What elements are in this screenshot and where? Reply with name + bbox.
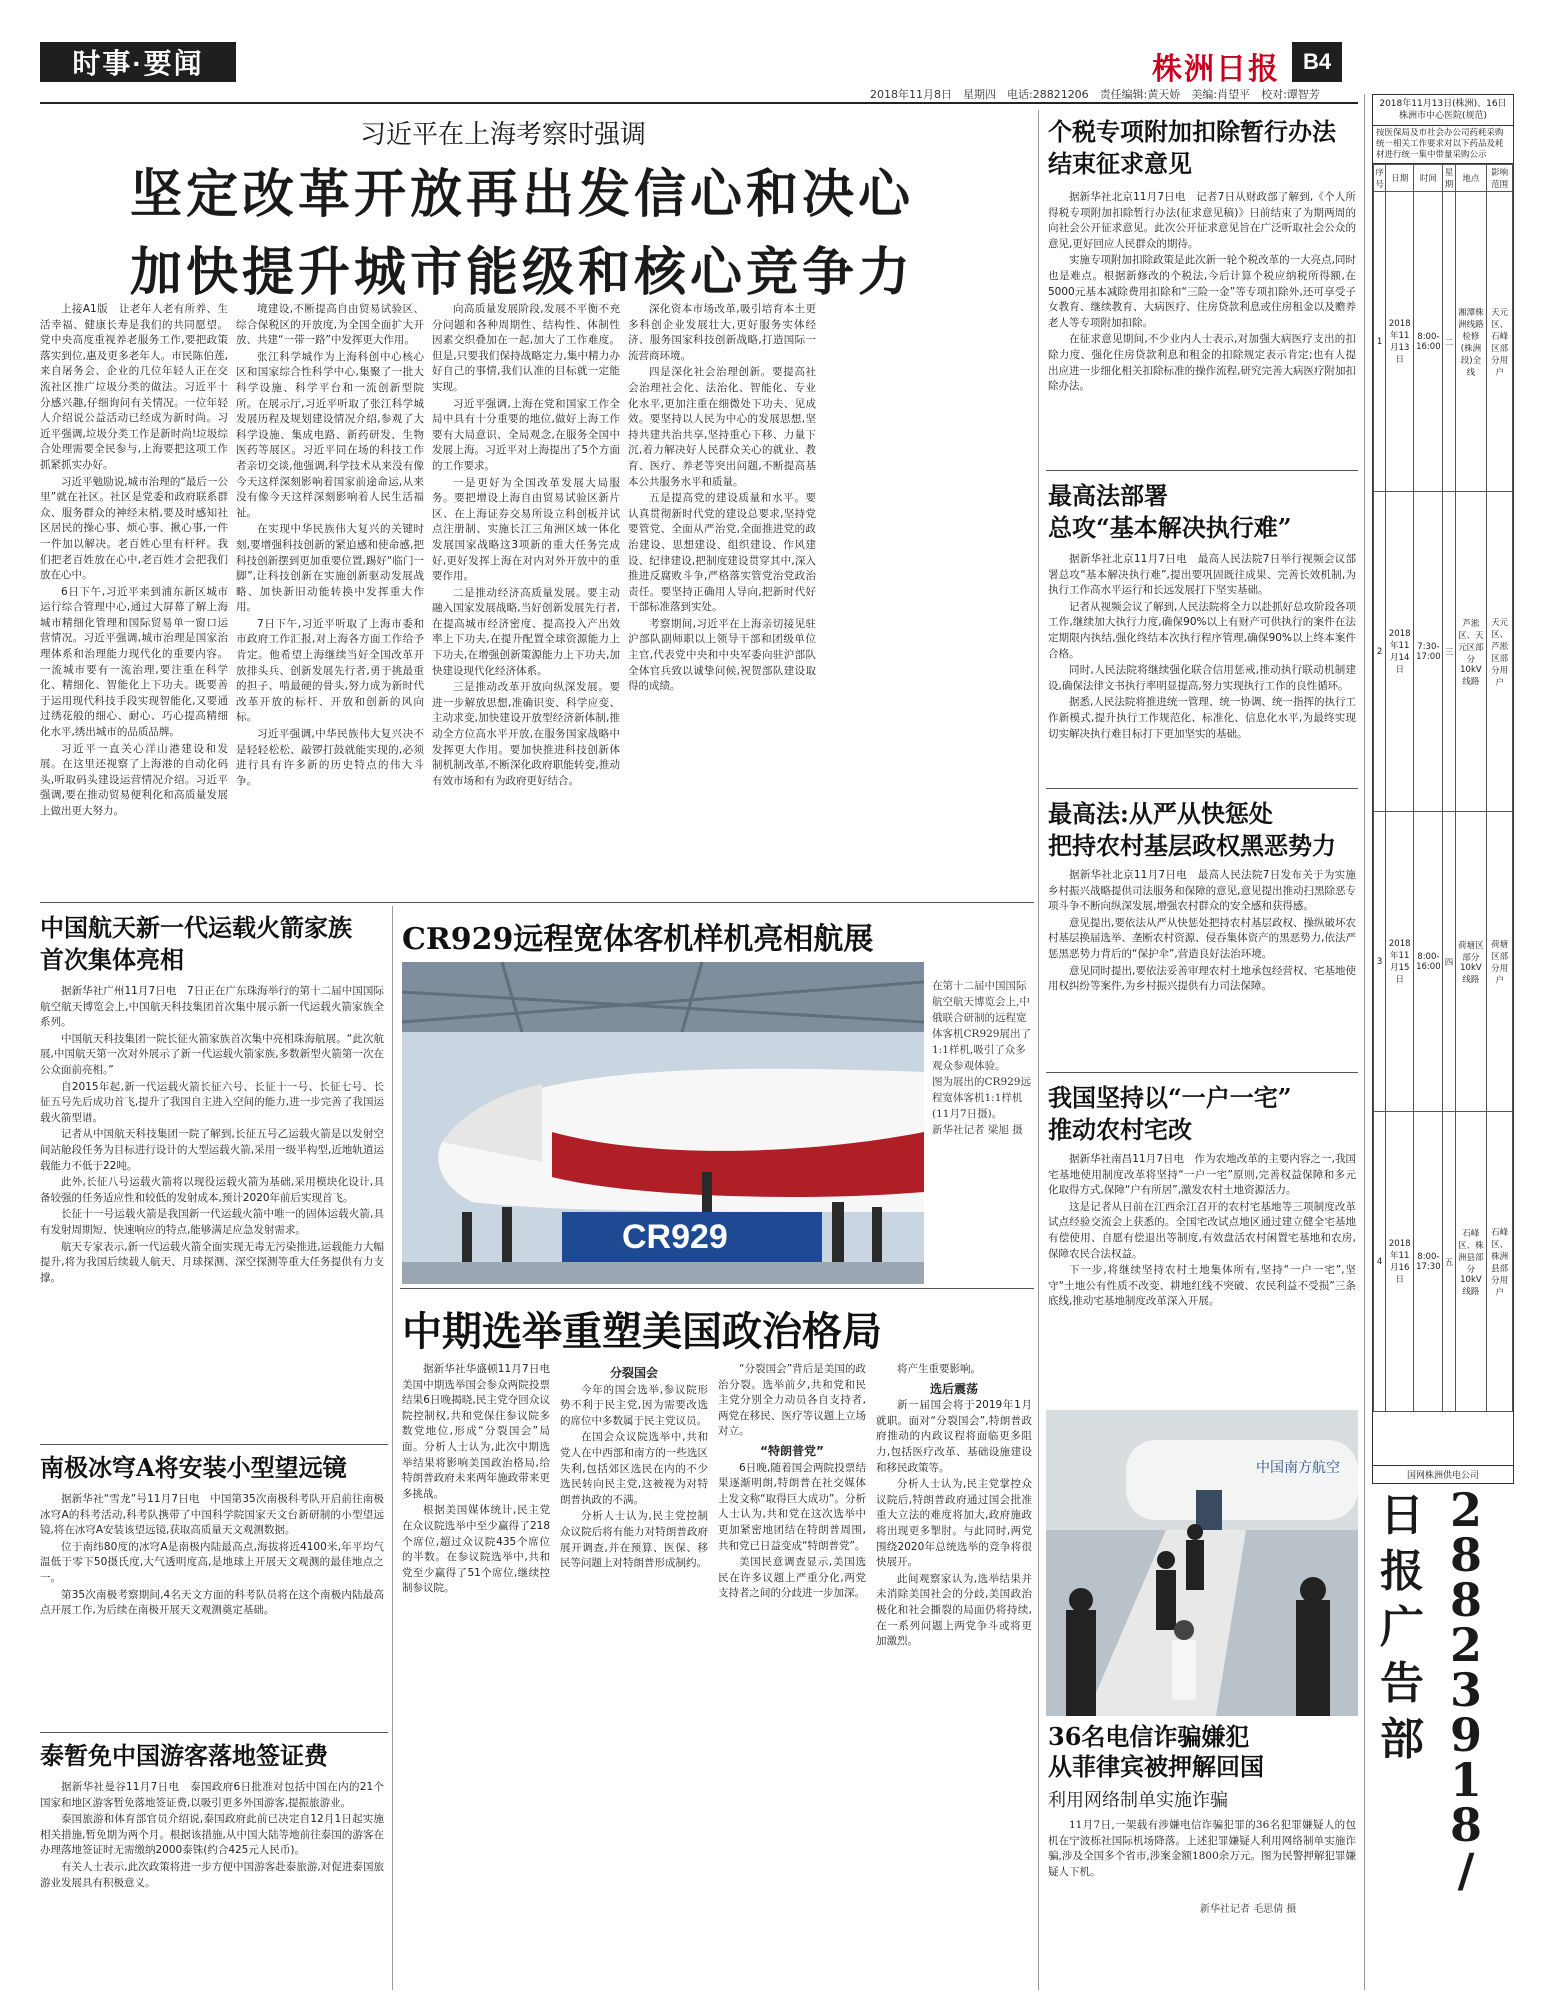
divider [1046,788,1358,789]
fraud-subtitle: 利用网络制单实施诈骗 [1048,1790,1228,1811]
thailand-p1: 据新华社曼谷11月7日电 泰国政府6日批准对包括中国在内的21个国家和地区游客暂免落地签证费,以吸引更多外国游客,提振旅游业。 [40,1781,384,1809]
cr929-photo [402,962,924,1284]
ad-digit: 9 [1449,1708,1482,1762]
court-body [1048,552,1356,780]
lead-c1-p2: 习近平勉励说,城市治理的“最后一公里”就在社区。社区是党委和政府联系群众、服务群众的神经末梢,要及时感知社区居民的操心事、烦心事、揪心事,一件一件加以解决。老百姓心里有杆秤。我们把老百姓放在心中,老百姓才会把我们放在心中。 [40,475,228,582]
space-title-line2: 首次集体亮相 [40,945,184,974]
antarctica-p1: 据新华社“雪龙”号11月7日电 中国第35次南极科考队开启前往南极冰穹A的科考活动,科考队携带了中国科学院国家天文台新研制的小型望远镜,将在冰穹A安装该望远镜,获取高质量天文观测数据。 [40,1493,384,1537]
schedule-cell: 芦淞区、天元区部分10kV线路 [1455,492,1487,812]
housing-p2: 这是记者从日前在江西余江召开的农村宅基地等三项制度改革试点经验交流会上获悉的。全国宅改试点地区通过建立健全宅基地有偿使用、自愿有偿退出等制度,有效盘活农村闲置宅基地和农房,保障农民合法权益。 [1048,1200,1356,1260]
midterm-c2-p2: 在国会众议院选举中,共和党人在中西部和南方的一些选区失利,包括郊区选民在内的不少选民转向民主党,这被视为对特朗普执政的不满。 [560,1431,708,1506]
lead-headline-line1: 坚定改革开放再出发信心和决心 [130,164,915,225]
midterm-subhead: “特朗普党” [760,1443,824,1458]
midterm-c2-p1: 今年的国会选举,参议院形势不利于民主党,因为需要改选的席位中多数属于民主党议员。 [560,1383,708,1427]
midterm-column-3 [718,1362,866,1982]
schedule-cell: 8:00-17:30 [1414,1112,1443,1412]
midterm-c3-p1: “分裂国会”背后是美国的政治分裂。选举前夕,共和党和民主党分别全力动员各自支持者,两党在移民、医疗等议题上立场对立。 [718,1363,866,1438]
lead-c2-p2: 张江科学城作为上海科创中心核心区和国家综合性科学中心,集聚了一批大科学设施、科学平台和一流创新型院所。在展示厅,习近平听取了张江科学城发展历程及规划建设情况介绍,参观了大科学设施、集成电路、新药研发、生物医药等展区。习近平同在场的科技工作者亲切交谈,他强调,科学技术从来没有像今天这样深刻影响着国家前途命运,从来没有像今天这样深刻影响着人民生活福祉。 [236,350,424,519]
tax-title [1048,116,1358,180]
schedule-cell: 2 [1374,492,1386,812]
midterm-c4-p3: 分析人士认为,民主党掌控众议院后,特朗普政府通过国会批准重大立法的难度将加大,政府施政将出现更多掣肘。与此同时,两党围绕2020年总统选举的竞争将很快展开。 [876,1478,1032,1569]
tax-p3: 在征求意见期间,不少业内人士表示,对加强大病医疗支出的扣除力度、强化住房贷款利息和租金的扣除规定表示肯定;也有人提出应进一步细化相关扣除标准的操作流程,研究完善大病医疗附加扣除办法。 [1048,333,1356,393]
ad-digit: 1 [1449,1753,1482,1807]
midterm-column-4 [876,1362,1032,1982]
lead-c1-p1: 上接A1版 让老年人老有所养、生活幸福、健康长寿是我们的共同愿望。党中央高度重视养老服务工作,要把政策落实到位,惠及更多老年人。市民陈伯莲,来自屠务会、企业的几位年轻人正在交流社区推广垃圾分类的做法。习近平十分感兴趣,仔细询问有关情况。一位年轻人介绍说公益活动已经成为新时尚。习近平强调,垃圾分类工作是新时尚!垃圾综合处理需要全民参与,上海要把这项工作抓紧抓实办好。 [40,303,228,471]
ad-digit: 8 [1449,1798,1482,1852]
tax-title-line1: 个税专项附加扣除暂行办法 [1048,117,1336,146]
schedule-cell: 荷塘区部分10kV线路 [1455,812,1487,1112]
lead-c3-p1: 向高质量发展阶段,发展不平衡不充分问题和各种周期性、结构性、体制性因素交织叠加在一起,加大了工作难度。但是,只要我们保持战略定力,集中精力办好自己的事情,我们认准的目标就一定能实现。 [432,303,620,393]
housing-body [1048,1152,1356,1402]
lead-c2-p3: 在实现中华民族伟大复兴的关键时刻,要增强科技创新的紧迫感和使命感,把科技创新摆到更加重要位置,踢好“临门一脚”,让科技创新在实施创新驱动发展战略、加快新旧动能转换中发挥重大作用。 [236,523,424,614]
antarctica-p3: 第35次南极考察期间,4名天文方面的科考队员将在这个南极内陆最高点开展工作,为后续在南极开展天文观测奠定基础。 [40,1588,384,1617]
midterm-c4-p1: 将产生重要影响。 [897,1363,981,1375]
lead-c2-p4: 7日下午,习近平听取了上海市委和市政府工作汇报,对上海各方面工作给予肯定。他希望上海继续当好全国改革开放排头兵、创新发展先行者,勇于挑最重的担子、啃最硬的骨头,努力成为新时代改革开放的标杆、开放和创新的风向标。 [236,617,424,724]
schedule-cell: 8:00-16:00 [1414,812,1443,1112]
left-column-divider [392,906,393,1990]
plane-livery-text: 中国南方航空 [1256,1460,1340,1476]
lead-c4-p1: 深化资本市场改革,吸引培育本土更多科创企业发展壮大,更好服务实体经济、服务国家科技创新战略,打造国际一流营商环境。 [628,303,816,362]
schedule-cell: 2018年11月15日 [1386,812,1414,1112]
ad-char: 广 [1380,1602,1424,1653]
ad-char: 日 [1380,1490,1424,1541]
fraud-title-line2: 从菲律宾被押解回国 [1048,1752,1264,1781]
right-column-divider [1038,110,1039,1990]
space-p4: 记者从中国航天科技集团一院了解到,长征五号乙运载火箭是以发射空间站舱段任务为目标进行设计的大型运载火箭,采用一级半构型,近地轨道运载能力不低于22吨。 [40,1128,384,1172]
schedule-cell: 湘潭株洲线路检修(株洲段)全线 [1455,192,1487,492]
midterm-c4-p4: 此间观察家认为,选举结果并未消除美国社会的分歧,美国政治极化和社会撕裂的局面仍将持续,在一系列问题上两党争斗或将更加激烈。 [876,1572,1032,1648]
airplane-stairs-image [1046,1410,1358,1716]
schedule-column-divider [1364,94,1365,1990]
cr929-logo-text: CR929 [622,1218,728,1256]
court2-p1: 据新华社北京11月7日电 最高人民法院7日发布关于为实施乡村振兴战略提供司法服务和保障的意见,意见提出推动扫黑除恶专项斗争不断向纵深发展,增强农村群众的安全感和获得感。 [1048,869,1356,913]
midterm-column-1 [402,1362,561,1982]
lead-column-3 [432,302,620,894]
midterm-column-2 [560,1362,708,1982]
antarctica-p2: 位于南纬80度的冰穹A是南极内陆最高点,海拔将近4100米,年平均气温低于零下50摄氏度,大气透明度高,是地球上开展天文观测的最佳地点之一。 [40,1540,384,1584]
space-p2: 中国航天科技集团一院长征火箭家族首次集中亮相珠海航展。“此次航展,中国航天第一次对外展示了新一代运载火箭家族,多数新型火箭第一次在公众面前亮相。” [40,1032,384,1076]
midterm-c4-p2: 新一届国会将于2019年1月就职。面对“分裂国会”,特朗普政府推动的内政议程将面临更多阻力,包括医疗改革、基础设施建设和移民政策等。 [876,1399,1032,1474]
thailand-p3: 有关人士表示,此次政策将进一步方便中国游客赴泰旅游,对促进泰国旅游业发展具有积极意义。 [40,1860,384,1889]
schedule-cell: 8:00-16:00 [1414,192,1443,492]
ad-char: 告 [1380,1658,1424,1709]
fraud-photo-credit: 新华社记者 毛思倩 摄 [1200,1904,1297,1915]
thailand-p2: 泰国旅游和体育部官员介绍说,泰国政府此前已决定自12月1日起实施相关措施,暂免期为两个月。根据该措施,从中国大陆等地前往泰国的游客在办理落地签证时无需缴纳2000泰铢(约合425元人民币)。 [40,1813,384,1857]
lead-c4-p3: 五是提高党的建设质量和水平。要认真贯彻新时代党的建设总要求,坚持党要管党、全面从严治党,全面推进党的政治建设、思想建设、组织建设、作风建设、纪律建设,把制度建设贯穿其中,深入推进反腐败斗争,严格落实管党治党政治责任。要坚持正确用人导向,把新时代好干部标准落到实处。 [628,492,816,614]
fraud-caption-text: 11月7日,一架载有涉嫌电信诈骗犯罪的36名犯罪嫌疑人的包机在宁波栎社国际机场降落。上述犯罪嫌疑人利用网络制单实施诈骗,涉及全国多个省市,涉案金额1800余万元。图为民警押解犯罪嫌疑人下机。 [1048,1819,1356,1878]
lead-c3-p4: 二是推动经济高质量发展。要主动融入国家发展战略,当好创新发展先行者,在提高城市经济密度、提高投入产出效率上下功夫,在提升配置全球资源能力上下功夫,在增强创新策源能力上下功夫,加快建设现代化经济体系。 [432,586,620,677]
ad-digit: 3 [1449,1663,1482,1717]
divider [1046,470,1358,471]
ad-digit: 8 [1449,1573,1482,1627]
midterm-c1-p2: 根据美国媒体统计,民主党在众议院选举中至少赢得了218个席位,超过众议院435个席位的半数。在参议院选举中,共和党至少赢得了51个席位,继续控制参议院。 [402,1504,550,1595]
schedule-cell: 四 [1443,812,1455,1112]
top-rule [40,102,1358,104]
space-title [40,912,380,976]
schedule-col-time: 时间 [1414,165,1443,192]
schedule-cell: 石峰区、株洲县部分10kV线路 [1455,1112,1487,1412]
table-row [1374,192,1513,492]
table-row [1374,812,1513,1112]
schedule-cell: 4 [1374,1112,1386,1412]
lead-column-1 [40,302,228,894]
fraud-title [1048,1722,1358,1782]
schedule-col-day: 星期 [1443,165,1455,192]
schedule-cell: 二 [1443,192,1455,492]
space-p5: 此外,长征八号运载火箭将以现役运载火箭为基础,采用模块化设计,具备较强的任务适应性和较低的发射成本,预计2020年前后实现首飞。 [40,1176,384,1204]
court-p3: 同时,人民法院将继续强化联合信用惩戒,推动执行联动机制建设,确保法律文书执行率明显提高,努力实现执行工作的良性循环。 [1048,664,1356,692]
lead-c3-p2: 习近平强调,上海在党和国家工作全局中具有十分重要的地位,做好上海工作要有大局意识、全局观念,在服务全国中发展上海。习近平对上海提出了5个方面的工作要求。 [432,397,620,472]
ad-digit: 2 [1449,1483,1482,1537]
thailand-body [40,1780,384,1980]
tax-title-line2: 结束征求意见 [1048,149,1192,178]
midterm-c3-p2: 6日晚,随着国会两院投票结果逐渐明朗,特朗普在社交媒体上发文称“取得巨大成功”。分析人士认为,共和党在这次选举中更加紧密地团结在特朗普周围,共和党已日益变成“特朗普党”。 [718,1461,866,1552]
aircraft-mockup-image [402,962,924,1284]
schedule-cell: 天元区、石峰区部分用户 [1487,192,1513,492]
lead-kicker: 习近平在上海考察时强调 [360,120,647,150]
divider [40,1732,388,1733]
schedule-cell: 2018年11月16日 [1386,1112,1414,1412]
table-row [1374,492,1513,812]
court2-p3: 意见同时提出,要依法妥善审理农村土地承包经营权、宅基地使用权纠纷等案件,为乡村振兴提供有力司法保障。 [1048,964,1356,993]
space-p7: 航天专家表示,新一代运载火箭全面实现无毒无污染推进,运载能力大幅提升,将为我国后续载人航天、月球探测、深空探测等重大任务提供有力支撑。 [40,1240,384,1284]
court-title [1048,480,1358,544]
masthead [40,42,1358,87]
schedule-col-date: 日期 [1386,165,1414,192]
midterm-c1-p1: 据新华社华盛顿11月7日电 美国中期选举国会参众两院投票结果6日晚揭晓,民主党夺回众议院控制权,共和党保住参议院多数党地位,形成“分裂国会”局面。分析人士认为,此次中期选举结果将影响美国政治格局,给特朗普政府未来两年施政带来更多挑战。 [402,1363,561,1500]
tax-p2: 实施专项附加扣除政策是此次新一轮个税改革的一大亮点,同时也是难点。根据新修改的个税法,今后计算个税应纳税所得额,在5000元基本减除费用扣除和“三险一金”等专项扣除外,还可享受子女教育、继续教育、大病医疗、住房贷款利息或住房租金以及赡养老人等专项附加扣除。 [1048,254,1356,329]
schedule-col-place: 地点 [1455,165,1487,192]
court-p4: 据悉,人民法院将推进统一管理、统一协调、统一指挥的执行工作新模式,提升执行工作规范化、标准化、信息化水平,为最终实现切实解决执行难目标打下更加坚实的基础。 [1048,696,1356,740]
court-title-line2: 总攻“基本解决执行难” [1048,513,1292,542]
schedule-col-area: 影响范围 [1487,165,1513,192]
court2-body [1048,868,1356,1064]
housing-title-line2: 推动农村宅改 [1048,1115,1192,1144]
schedule-table [1373,164,1513,1412]
schedule-cell: 三 [1443,492,1455,812]
divider [40,902,1034,903]
schedule-cell: 1 [1374,192,1386,492]
space-body [40,984,384,1436]
ad-char: 报 [1380,1546,1424,1597]
ad-phone-number [1436,1483,1496,1897]
schedule-title: 2018年11月13日(株洲)、16日株洲市中心医院(规范) [1373,95,1513,126]
schedule-cell: 荷塘区部分用户 [1487,812,1513,1112]
court-title-line1: 最高法部署 [1048,481,1168,510]
court-p1: 据新华社北京11月7日电 最高人民法院7日举行视频会议部署总攻“基本解决执行难”,提出要巩固既往成果、完善长效机制,为执行工作高水平运行和长远发展打下坚实基础。 [1048,553,1356,597]
space-title-line1: 中国航天新一代运载火箭家族 [40,913,352,942]
ad-digit: 8 [1449,1528,1482,1582]
schedule-cell: 石峰区、株洲县部分用户 [1487,1112,1513,1412]
lead-c1-p4: 习近平一直关心洋山港建设和发展。在这里还视察了上海港的自动化码头,听取码头建设运营情况介绍。习近平强调,要在推动贸易便利化和高质量发展上做出更大努力。 [40,742,228,817]
schedule-cell: 天元区、芦淞区部分用户 [1487,492,1513,812]
schedule-cell: 2018年11月13日 [1386,192,1414,492]
midterm-subhead: 选后震荡 [929,1381,978,1396]
housing-p1: 据新华社南昌11月7日电 作为农地改革的主要内容之一,我国宅基地使用制度改革将坚持“一户一宅”原则,完善权益保障和多元化取得方式,保障“户有所居”,激发农村土地资源活力。 [1048,1153,1356,1197]
tax-p1: 据新华社北京11月7日电 记者7日从财政部了解到,《个人所得税专项附加扣除暂行办法(征求意见稿)》日前结束了为期两周的向社会公开征求意见。此次公开征求意见旨在广泛听取社会公众的意见,更好回应人民群众的期待。 [1048,191,1356,250]
fraud-suspects-photo [1046,1410,1358,1716]
lead-c4-p2: 四是深化社会治理创新。要提高社会治理社会化、法治化、智能化、专业化水平,更加注重在细微处下功夫、见成效。要坚持以人民为中心的发展思想,坚持共建共治共享,坚持重心下移、力量下沉,着力解决好人民群众关心的就业、教育、医疗、养老等突出问题,不断提高基本公共服务水平和质量。 [628,366,816,488]
tax-body [1048,190,1356,450]
ad-char: 部 [1380,1714,1424,1765]
lead-c3-p5: 三是推动改革开放向纵深发展。要进一步解放思想,准确识变、科学应变、主动求变,加快建设开放型经济新体制,推动全方位高水平开放,在服务国家战略中发挥更大作用。要加快推进科技创新体制机制改革,不断深化政府职能转变,推动有效市场和有为政府更好结合。 [432,681,620,787]
schedule-cell: 7:30-17:00 [1414,492,1443,812]
newspaper-brand-logo: 株洲日报 [1152,52,1280,87]
page-number: B4 [1292,42,1342,82]
lead-c3-p3: 一是更好为全国改革发展大局服务。要把增设上海自由贸易试验区新片区、在上海证券交易所设立科创板并试点注册制、实施长江三角洲区域一体化发展国家战略这3项新的重大任务完成好,更好发挥上海在对内对外开放中的重要作用。 [432,476,620,583]
schedule-note: 按医保局及市社会办公司药耗采购统一相关工作要求对以下药品及耗材进行统一集中带量采购公示 [1373,126,1513,164]
divider [40,1444,388,1445]
divider [1046,1072,1358,1073]
court2-p2: 意见提出,要依法从严从快惩处把持农村基层政权、操纵破坏农村基层换届选举、垄断农村资源、侵吞集体资产的黑恶势力,依法严惩黑恶势力背后的“保护伞”,营造良好法治环境。 [1048,916,1356,960]
midterm-c2-p3: 分析人士认为,民主党控制众议院后将有能力对特朗普政府展开调查,并在预算、医保、移民等问题上对特朗普形成制约。 [560,1510,708,1570]
cr929-caption: 在第十二届中国国际航空航天博览会上,中俄联合研制的远程宽体客机CR929展出了1:1样机,吸引了众多观众参观体验。 图为展出的CR929远程宽体客机1:1样机(11月7日摄)。 新华社记者 梁旭 摄 [932,980,1031,1136]
schedule-header-row [1374,165,1513,192]
court-p2: 记者从视频会议了解到,人民法院将全力以赴抓好总攻阶段各项工作,继续加大执行力度,确保90%以上有财产可供执行的案件在法定期限内执结,强化终结本次执行程序管理,确保90%以上终本案件合格。 [1048,600,1356,660]
space-p6: 长征十一号运载火箭是我国新一代运载火箭中唯一的固体运载火箭,具有发射周期短、快速响应的特点,能够满足应急发射需求。 [40,1208,384,1236]
thailand-title: 泰暂免中国游客落地签证费 [40,1741,328,1770]
fraud-caption [1048,1818,1356,1890]
court2-title-line1: 最高法:从严从快惩处 [1048,799,1273,828]
schedule-cell: 五 [1443,1112,1455,1412]
midterm-subhead: 分裂国会 [609,1366,658,1380]
lead-c1-p3: 6日下午,习近平来到浦东新区城市运行综合管理中心,通过大屏幕了解上海城市精细化管理和国际贸易单一窗口运营情况。习近平强调,城市治理是国家治理体系和治理能力现代化的重要内容。一流城市要有一流治理,要注重在科学化、精细化、智能化上下功夫。既要善于运用现代科技手段实现智能化,又要通过绣花般的细心、耐心、巧心提高精细化水平,绣出城市的品质品牌。 [40,585,228,739]
housing-title-line1: 我国坚持以“一户一宅” [1048,1083,1292,1112]
court2-title-line2: 把持农村基层政权黑恶势力 [1048,831,1336,860]
schedule-footer: 国网株洲供电公司 [1373,1465,1513,1483]
ad-digit: 2 [1449,1618,1482,1672]
antarctica-body [40,1492,384,1724]
lead-column-2 [236,302,424,894]
lead-column-4 [628,302,816,894]
midterm-c3-p3: 美国民意调查显示,美国选民在许多议题上严重分化,两党支持者之间的分歧进一步加深。 [718,1556,866,1600]
fraud-title-line1: 36名电信诈骗嫌犯 [1048,1722,1250,1751]
space-p3: 自2015年起,新一代运载火箭长征六号、长征十一号、长征七号、长征五号先后成功首飞,提升了我国自主进入空间的能力,进一步完善了我国运载火箭型谱。 [40,1080,384,1124]
cr929-title: CR929远程宽体客机样机亮相航展 [402,922,874,957]
ad-department-label [1380,1488,1424,1768]
section-tag: 时事·要闻 [40,42,236,82]
lead-headline-line2: 加快提升城市能级和核心竞争力 [130,242,915,303]
schedule-cell: 3 [1374,812,1386,1112]
ad-digit: / [1457,1843,1475,1897]
midterm-title: 中期选举重塑美国政治格局 [402,1308,882,1355]
power-outage-schedule [1372,94,1514,1484]
lead-c4-p4: 考察期间,习近平在上海亲切接见驻沪部队副师职以上领导干部和团级单位主官,代表党中央和中央军委向驻沪部队全体官兵致以诚挚问候,祝贺部队建设取得的成绩。 [628,617,816,693]
housing-p3: 下一步,将继续坚持农村土地集体所有,坚持“一户一宅”,坚守“土地公有性质不改变、耕地红线不突破、农民利益不受损”三条底线,推动宅基地制度改革深入开展。 [1048,1264,1356,1308]
table-row [1374,1112,1513,1412]
space-p1: 据新华社广州11月7日电 7日正在广东珠海举行的第十二届中国国际航空航天博览会上,中国航天科技集团首次集中展示新一代运载火箭家族全系列。 [40,985,384,1029]
antarctica-title: 南极冰穹A将安装小型望远镜 [40,1453,347,1482]
schedule-cell: 2018年11月14日 [1386,492,1414,812]
divider [400,1288,1034,1289]
court2-title [1048,798,1358,862]
housing-title [1048,1082,1358,1146]
lead-c2-p1: 境建设,不断提高自由贸易试验区、综合保税区的开放度,为全国全面扩大开放、共建“一带一路”中发挥更大作用。 [236,303,424,347]
lead-c2-p5: 习近平强调,中华民族伟大复兴决不是轻轻松松、敲锣打鼓就能实现的,必须进行具有许多新的历史特点的伟大斗争。 [236,728,424,787]
schedule-col-no: 序号 [1374,165,1386,192]
dateline: 2018年11月8日 星期四 电话:28821206 责任编辑:黄天娇 美编:肖望平 校对:谭智芳 [870,88,1320,101]
